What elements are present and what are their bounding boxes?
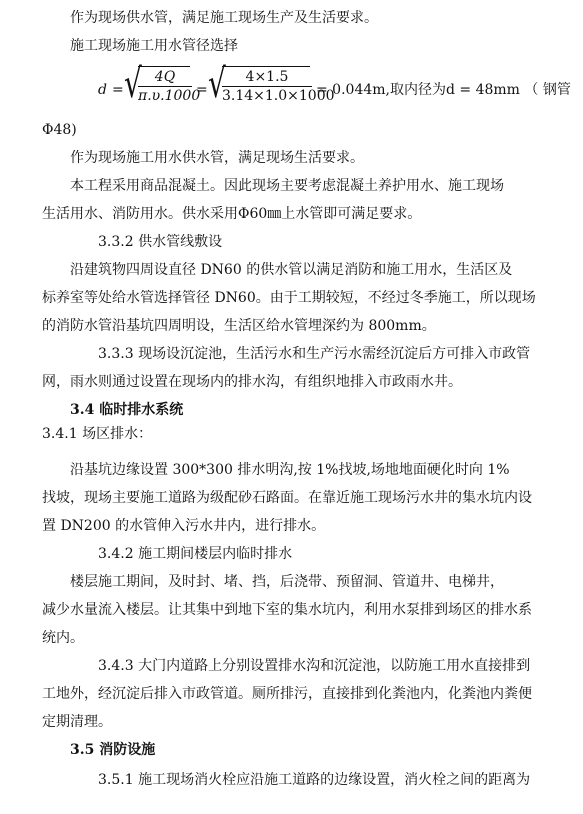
paragraph-line: 作为现场施工用水供水管，满足现场生活要求。: [70, 150, 364, 166]
paragraph-line: 沿建筑物四周设直径 DN60 的供水管以满足消防和施工用水，生活区及: [70, 262, 513, 278]
formula-equals: =: [196, 82, 208, 98]
paragraph-line: 定期清理。: [42, 714, 112, 730]
paragraph-line: 网，雨水则通过设置在现场内的排水沟，有组织地排入市政雨水井。: [42, 374, 462, 390]
paragraph-line: 3.5.1 施工现场消火栓应沿施工道路的边缘设置，消火栓之间的距离为: [98, 772, 531, 788]
paragraph-line: 作为现场供水管，满足施工现场生产及生活要求。: [70, 10, 378, 26]
fraction: [138, 68, 201, 105]
paragraph-line: Φ48): [42, 122, 77, 138]
paragraph-line: 标养室等处给水管选择管径 DN60。由于工期较短，不经过冬季施工，所以现场: [42, 290, 536, 306]
paragraph-line: 3.4.3 大门内道路上分别设置排水沟和沉淀池，以防施工用水直接排到: [98, 658, 531, 674]
pipe-diameter-formula: [98, 61, 571, 112]
formula-equals: =: [112, 82, 124, 98]
section-title: 3.4 临时排水系统: [70, 402, 184, 418]
paragraph-line: 生活用水、消防用水。供水采用Φ60㎜上水管即可满足要求。: [42, 206, 422, 222]
paragraph-line: 沿基坑边缘设置 300*300 排水明沟,按 1%找坡,场地地面硬化时向 1%: [70, 462, 510, 478]
subsection-heading: 3.4.2 施工期间楼层内临时排水: [98, 546, 293, 562]
denominator: 3.14×1.0×1000: [222, 88, 335, 104]
sqrt-sign: √: [124, 61, 142, 107]
paragraph-line: 找坡，现场主要施工道路为级配砂石路面。在靠近施工现场污水井的集水坑内设: [42, 490, 532, 506]
paragraph-line: 统内。: [42, 630, 84, 646]
paragraph-line: 施工现场施工用水管径选择: [70, 38, 238, 54]
paragraph-line: 楼层施工期间，及时封、堵、挡，后浇带、预留洞、管道井、电梯井，: [70, 574, 504, 590]
sqrt-bar: [222, 66, 310, 67]
formula-d: d: [98, 82, 107, 98]
paragraph-line: 本工程采用商品混凝土。因此现场主要考虑混凝土养护用水、施工现场: [70, 178, 504, 194]
subsection-heading: 3.4.1 场区排水：: [42, 426, 153, 442]
paragraph-line: 减少水量流入楼层。让其集中到地下室的集水坑内，利用水泵排到场区的排水系: [42, 602, 532, 618]
paragraph-line: 的消防水管沿基坑四周明设，生活区给水管埋深约为 800mm。: [42, 318, 436, 334]
numerator: 4Q: [154, 69, 176, 85]
denominator: π.υ.1000: [138, 88, 201, 104]
paragraph-line: 工地外，经沉淀后排入市政管道。厕所排污，直接排到化粪池内，化粪池内粪便: [42, 686, 532, 702]
fraction: [222, 68, 335, 105]
section-heading: 3.3.2 供水管线敷设: [98, 234, 223, 250]
numerator: 4×1.5: [245, 69, 289, 85]
formula-conclusion: 取内径为d = 48mm （ 钢管: [390, 82, 571, 98]
sqrt-sign: √: [208, 61, 226, 107]
paragraph-line: 置 DN200 的水管伸入污水井内，进行排水。: [42, 518, 326, 534]
paragraph-line: 3.3.3 现场设沉淀池，生活污水和生产污水需经沉淀后方可排入市政管: [98, 346, 531, 362]
section-title: 3.5 消防设施: [70, 742, 156, 758]
formula-result: = 0.044m,: [316, 82, 390, 98]
sqrt-bar: [138, 66, 190, 67]
